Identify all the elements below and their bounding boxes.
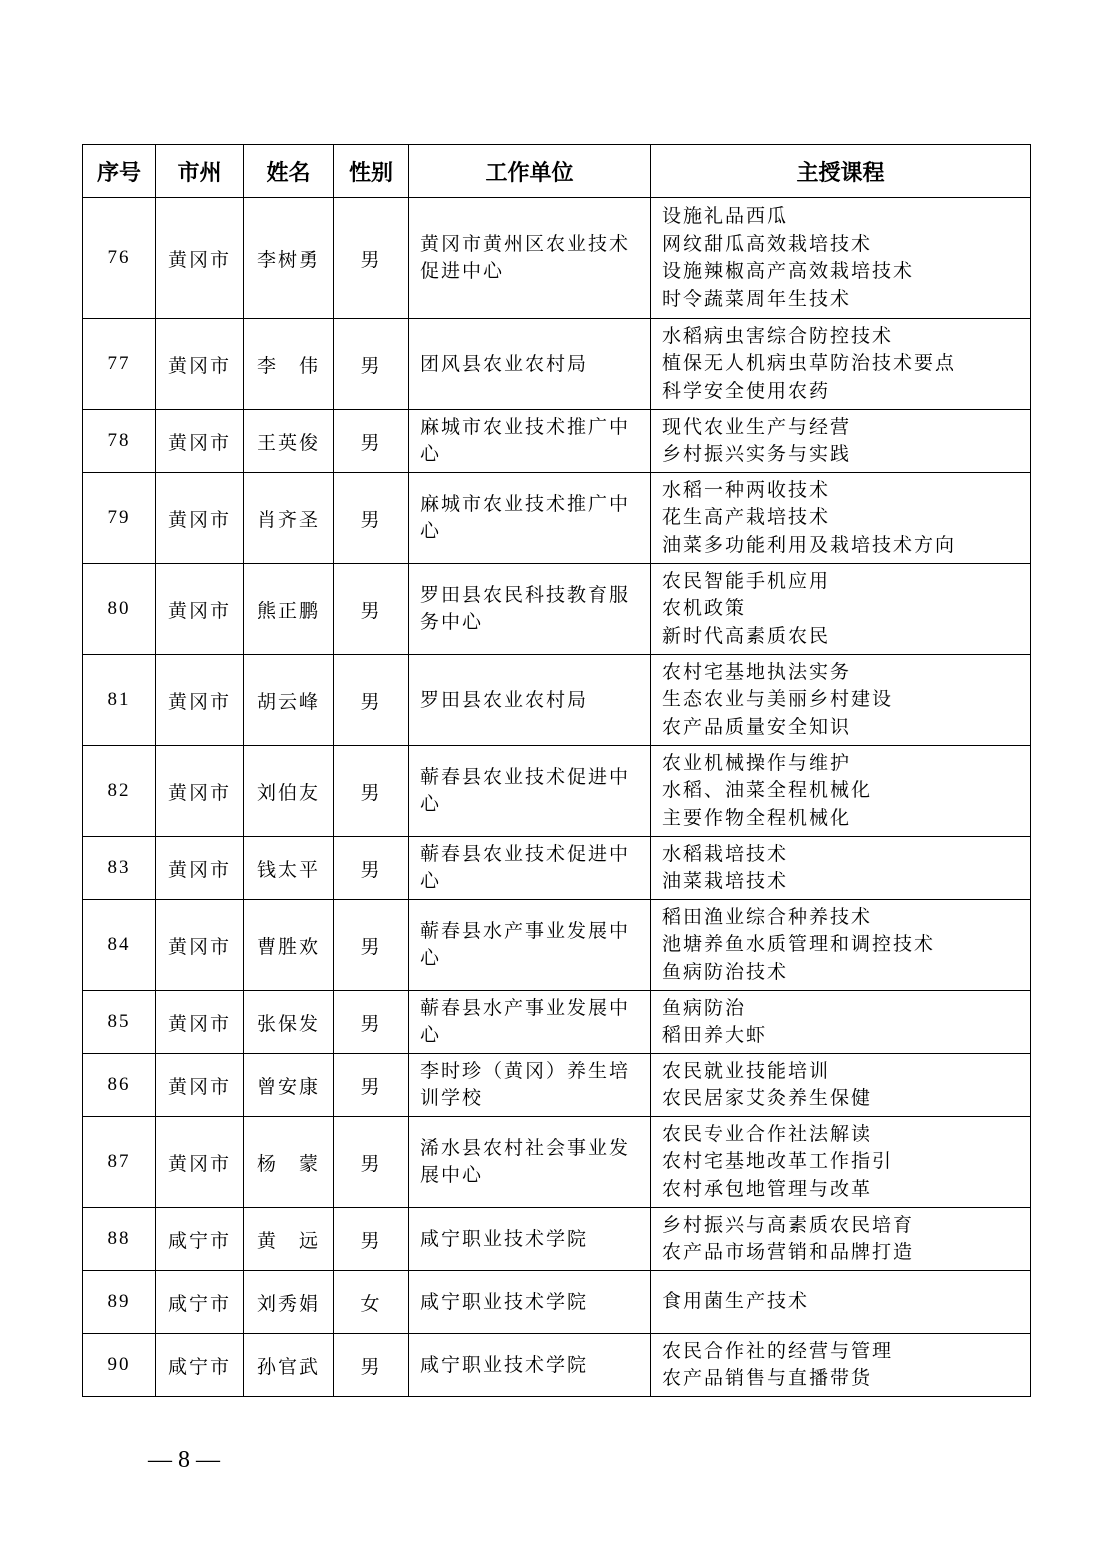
row-number: 83 bbox=[83, 837, 156, 900]
row-unit: 咸宁职业技术学院 bbox=[409, 1271, 651, 1334]
header-course: 主授课程 bbox=[651, 145, 1031, 198]
row-number: 86 bbox=[83, 1054, 156, 1117]
course-line: 乡村振兴与高素质农民培育 bbox=[662, 1213, 915, 1236]
row-number: 84 bbox=[83, 900, 156, 991]
row-courses bbox=[651, 1208, 1031, 1271]
row-number: 88 bbox=[83, 1208, 156, 1271]
row-gender: 男 bbox=[334, 564, 409, 655]
row-city: 黄冈市 bbox=[156, 1117, 244, 1208]
row-number: 87 bbox=[83, 1117, 156, 1208]
trainer-table bbox=[82, 144, 1031, 1397]
row-gender: 男 bbox=[334, 1208, 409, 1271]
row-number: 90 bbox=[83, 1334, 156, 1397]
row-city: 黄冈市 bbox=[156, 900, 244, 991]
row-unit: 浠水县农村社会事业发展中心 bbox=[409, 1117, 651, 1208]
row-gender: 男 bbox=[334, 319, 409, 410]
row-city: 黄冈市 bbox=[156, 746, 244, 837]
row-city: 黄冈市 bbox=[156, 1054, 244, 1117]
course-line: 农民专业合作社法解读 bbox=[662, 1122, 873, 1145]
row-unit: 蕲春县水产事业发展中心 bbox=[409, 991, 651, 1054]
row-city: 黄冈市 bbox=[156, 837, 244, 900]
row-name: 曾安康 bbox=[244, 1054, 334, 1117]
row-unit: 李时珍（黄冈）养生培训学校 bbox=[409, 1054, 651, 1117]
row-city: 黄冈市 bbox=[156, 473, 244, 564]
row-gender: 男 bbox=[334, 1117, 409, 1208]
row-number: 80 bbox=[83, 564, 156, 655]
row-name: 杨 蒙 bbox=[244, 1117, 334, 1208]
row-courses bbox=[651, 1117, 1031, 1208]
course-line: 农村承包地管理与改革 bbox=[662, 1177, 873, 1200]
row-city: 黄冈市 bbox=[156, 991, 244, 1054]
row-courses bbox=[651, 1334, 1031, 1397]
row-number: 81 bbox=[83, 655, 156, 746]
row-city: 黄冈市 bbox=[156, 564, 244, 655]
course-line: 设施辣椒高产高效栽培技术 bbox=[662, 260, 915, 282]
row-city: 黄冈市 bbox=[156, 198, 244, 319]
row-city: 黄冈市 bbox=[156, 319, 244, 410]
table-row bbox=[83, 473, 1031, 564]
table-row bbox=[83, 746, 1031, 837]
row-gender: 女 bbox=[334, 1271, 409, 1334]
row-name: 刘伯友 bbox=[244, 746, 334, 837]
course-line: 农民就业技能培训 bbox=[662, 1059, 831, 1082]
course-line: 鱼病防治 bbox=[662, 996, 747, 1019]
course-line: 水稻、油菜全程机械化 bbox=[662, 779, 873, 802]
table-row bbox=[83, 319, 1031, 410]
row-gender: 男 bbox=[334, 746, 409, 837]
row-city: 黄冈市 bbox=[156, 655, 244, 746]
row-name: 熊正鹏 bbox=[244, 564, 334, 655]
row-courses bbox=[651, 319, 1031, 410]
row-gender: 男 bbox=[334, 198, 409, 319]
course-line: 水稻病虫害综合防控技术 bbox=[662, 324, 894, 347]
row-name: 孙官武 bbox=[244, 1334, 334, 1397]
table-body bbox=[83, 198, 1031, 1397]
table-row bbox=[83, 1117, 1031, 1208]
row-unit: 麻城市农业技术推广中心 bbox=[409, 473, 651, 564]
course-line: 农产品质量安全知识 bbox=[662, 715, 852, 738]
course-line: 水稻一种两收技术 bbox=[662, 478, 831, 501]
course-line: 池塘养鱼水质管理和调控技术 bbox=[662, 933, 936, 956]
header-gender: 性别 bbox=[334, 145, 409, 198]
header-unit: 工作单位 bbox=[409, 145, 651, 198]
table-header-row bbox=[83, 145, 1031, 198]
row-number: 78 bbox=[83, 410, 156, 473]
course-line: 农产品销售与直播带货 bbox=[662, 1367, 873, 1389]
row-number: 76 bbox=[83, 198, 156, 319]
row-unit: 麻城市农业技术推广中心 bbox=[409, 410, 651, 473]
row-city: 咸宁市 bbox=[156, 1208, 244, 1271]
row-number: 82 bbox=[83, 746, 156, 837]
course-line: 乡村振兴实务与实践 bbox=[662, 443, 852, 465]
course-line: 油菜栽培技术 bbox=[662, 870, 789, 892]
row-gender: 男 bbox=[334, 900, 409, 991]
course-line: 生态农业与美丽乡村建设 bbox=[662, 688, 894, 711]
table-row bbox=[83, 1334, 1031, 1397]
row-unit: 罗田县农业农村局 bbox=[409, 655, 651, 746]
row-courses bbox=[651, 746, 1031, 837]
row-unit: 黄冈市黄州区农业技术促进中心 bbox=[409, 198, 651, 319]
course-line: 农民居家艾灸养生保健 bbox=[662, 1087, 873, 1109]
course-line: 农民合作社的经营与管理 bbox=[662, 1339, 894, 1362]
table-row bbox=[83, 837, 1031, 900]
header-city: 市州 bbox=[156, 145, 244, 198]
course-line: 农村宅基地改革工作指引 bbox=[662, 1150, 894, 1173]
row-courses bbox=[651, 837, 1031, 900]
row-name: 胡云峰 bbox=[244, 655, 334, 746]
row-number: 85 bbox=[83, 991, 156, 1054]
course-line: 稻田渔业综合种养技术 bbox=[662, 905, 873, 928]
row-courses bbox=[651, 655, 1031, 746]
row-courses bbox=[651, 410, 1031, 473]
row-unit: 蕲春县农业技术促进中心 bbox=[409, 746, 651, 837]
row-name: 黄 远 bbox=[244, 1208, 334, 1271]
course-line: 主要作物全程机械化 bbox=[662, 806, 852, 829]
row-name: 刘秀娟 bbox=[244, 1271, 334, 1334]
row-unit: 蕲春县水产事业发展中心 bbox=[409, 900, 651, 991]
course-line: 水稻栽培技术 bbox=[662, 842, 789, 865]
course-line: 稻田养大虾 bbox=[662, 1024, 768, 1046]
table-row bbox=[83, 1208, 1031, 1271]
row-unit: 团风县农业农村局 bbox=[409, 319, 651, 410]
row-courses bbox=[651, 473, 1031, 564]
table-row bbox=[83, 1271, 1031, 1334]
header-name: 姓名 bbox=[244, 145, 334, 198]
row-courses bbox=[651, 900, 1031, 991]
header-no: 序号 bbox=[83, 145, 156, 198]
course-line: 网纹甜瓜高效栽培技术 bbox=[662, 232, 873, 255]
row-gender: 男 bbox=[334, 837, 409, 900]
row-city: 咸宁市 bbox=[156, 1334, 244, 1397]
course-line: 植保无人机病虫草防治技术要点 bbox=[662, 352, 957, 375]
row-name: 李 伟 bbox=[244, 319, 334, 410]
course-line: 花生高产栽培技术 bbox=[662, 506, 831, 529]
row-gender: 男 bbox=[334, 1334, 409, 1397]
row-name: 肖齐圣 bbox=[244, 473, 334, 564]
row-name: 钱太平 bbox=[244, 837, 334, 900]
row-name: 王英俊 bbox=[244, 410, 334, 473]
row-gender: 男 bbox=[334, 410, 409, 473]
row-unit: 咸宁职业技术学院 bbox=[409, 1334, 651, 1397]
course-line: 现代农业生产与经营 bbox=[662, 415, 852, 438]
row-courses bbox=[651, 564, 1031, 655]
row-city: 黄冈市 bbox=[156, 410, 244, 473]
row-city: 咸宁市 bbox=[156, 1271, 244, 1334]
row-number: 89 bbox=[83, 1271, 156, 1334]
row-name: 张保发 bbox=[244, 991, 334, 1054]
table-row bbox=[83, 564, 1031, 655]
course-line: 科学安全使用农药 bbox=[662, 379, 831, 402]
table-row bbox=[83, 410, 1031, 473]
row-gender: 男 bbox=[334, 991, 409, 1054]
row-gender: 男 bbox=[334, 1054, 409, 1117]
row-unit: 蕲春县农业技术促进中心 bbox=[409, 837, 651, 900]
table-row bbox=[83, 1054, 1031, 1117]
course-line: 鱼病防治技术 bbox=[662, 960, 789, 983]
course-line: 油菜多功能利用及栽培技术方向 bbox=[662, 533, 957, 556]
course-line: 农业机械操作与维护 bbox=[662, 751, 852, 774]
course-line: 时令蔬菜周年生技术 bbox=[662, 287, 852, 310]
course-line: 农产品市场营销和品牌打造 bbox=[662, 1241, 915, 1263]
course-line: 农机政策 bbox=[662, 597, 747, 620]
course-line: 食用菌生产技术 bbox=[662, 1290, 810, 1313]
table-row bbox=[83, 900, 1031, 991]
course-line: 农村宅基地执法实务 bbox=[662, 660, 852, 683]
row-courses bbox=[651, 991, 1031, 1054]
row-unit: 咸宁职业技术学院 bbox=[409, 1208, 651, 1271]
row-name: 李树勇 bbox=[244, 198, 334, 319]
course-line: 新时代高素质农民 bbox=[662, 624, 831, 647]
course-line: 设施礼品西瓜 bbox=[662, 205, 789, 227]
table-row bbox=[83, 655, 1031, 746]
table-row bbox=[83, 991, 1031, 1054]
row-name: 曹胜欢 bbox=[244, 900, 334, 991]
row-number: 77 bbox=[83, 319, 156, 410]
page-number: — 8 — bbox=[148, 1447, 220, 1473]
row-unit: 罗田县农民科技教育服务中心 bbox=[409, 564, 651, 655]
row-courses bbox=[651, 1054, 1031, 1117]
course-line: 农民智能手机应用 bbox=[662, 569, 831, 592]
row-courses bbox=[651, 198, 1031, 319]
row-gender: 男 bbox=[334, 473, 409, 564]
row-number: 79 bbox=[83, 473, 156, 564]
table-row bbox=[83, 198, 1031, 319]
row-gender: 男 bbox=[334, 655, 409, 746]
row-courses bbox=[651, 1271, 1031, 1334]
